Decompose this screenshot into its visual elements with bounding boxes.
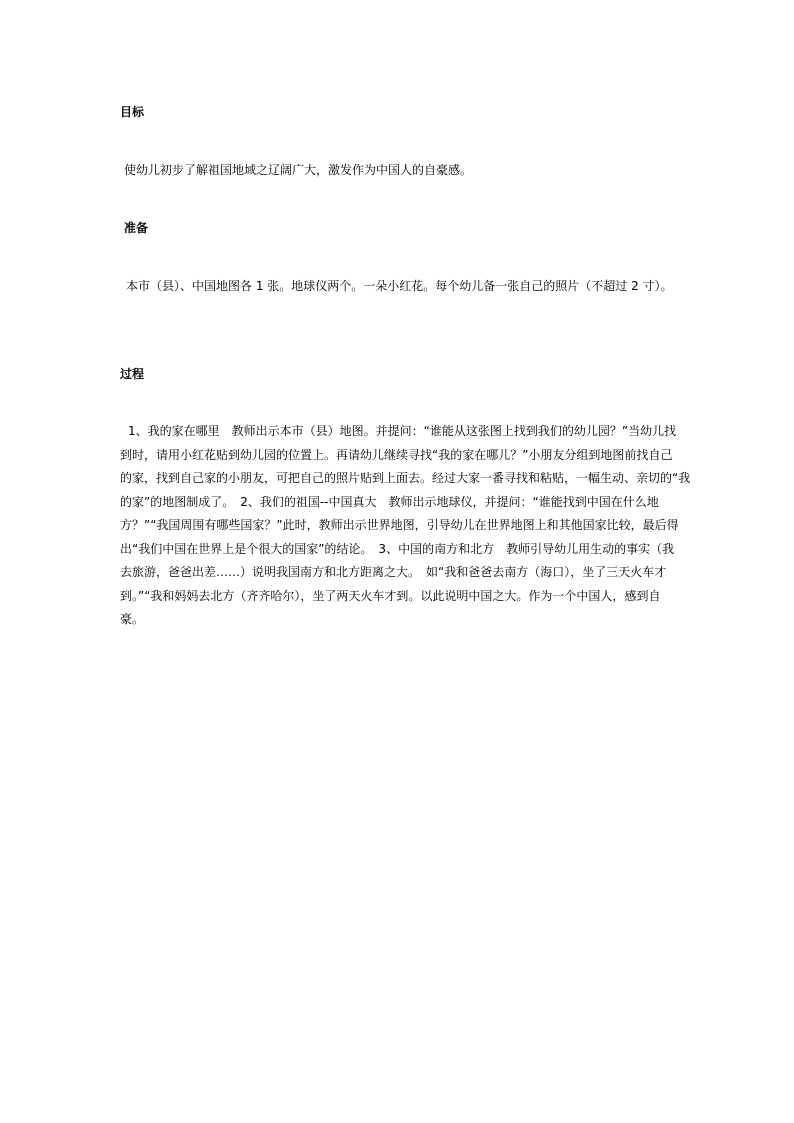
process-line: 到时，请用小红花贴到幼儿园的位置上。再请幼儿继续寻找“我的家在哪儿？”小朋友分组到地图前找自己: [120, 447, 673, 462]
goal-heading: 目标: [120, 105, 145, 119]
process-line: 方？”“我国周围有哪些国家？”此时，教师出示世界地图，引导幼儿在世界地图上和其他国家比较，最后得: [120, 518, 679, 532]
goal-text: 使幼儿初步了解祖国地域之辽阔广大，激发作为中国人的自豪感。: [124, 163, 473, 177]
preparation-heading: 准备: [124, 221, 149, 235]
process-line: 出“我们中国在世界上是个很大的国家”的结论。 3、中国的南方和北方 教师引导幼儿用生动的事实（我: [120, 541, 675, 556]
process-line: 去旅游，爸爸出差……）说明我国南方和北方距离之大。 如“我和爸爸去南方（海口），坐了三天火车才: [120, 565, 667, 579]
process-line: 1、我的家在哪里 教师出示本市（县）地图。并提问：“谁能从这张图上找到我们的幼儿园？”当幼儿找: [128, 424, 677, 438]
preparation-text: 本市（县）、中国地图各 1 张。地球仪两个。一朵小红花。每个幼儿备一张自己的照片（不超过 2 寸）。: [126, 279, 673, 293]
process-heading: 过程: [120, 367, 145, 381]
process-line: 的家，找到自己家的小朋友，可把自己的照片贴到上面去。经过大家一番寻找和粘贴，一幅生动、亲切的“我: [120, 471, 691, 485]
process-body: [120, 420, 691, 632]
process-line: 豪。: [120, 612, 145, 626]
process-line: 的家”的地图制成了。 2、我们的祖国--中国真大 教师出示地球仪，并提问：“谁能找到中国在什么地: [120, 494, 659, 509]
process-line: 到。”“我和妈妈去北方（齐齐哈尔），坐了两天火车才到。以此说明中国之大。作为一个中国人，感到自: [120, 588, 661, 603]
